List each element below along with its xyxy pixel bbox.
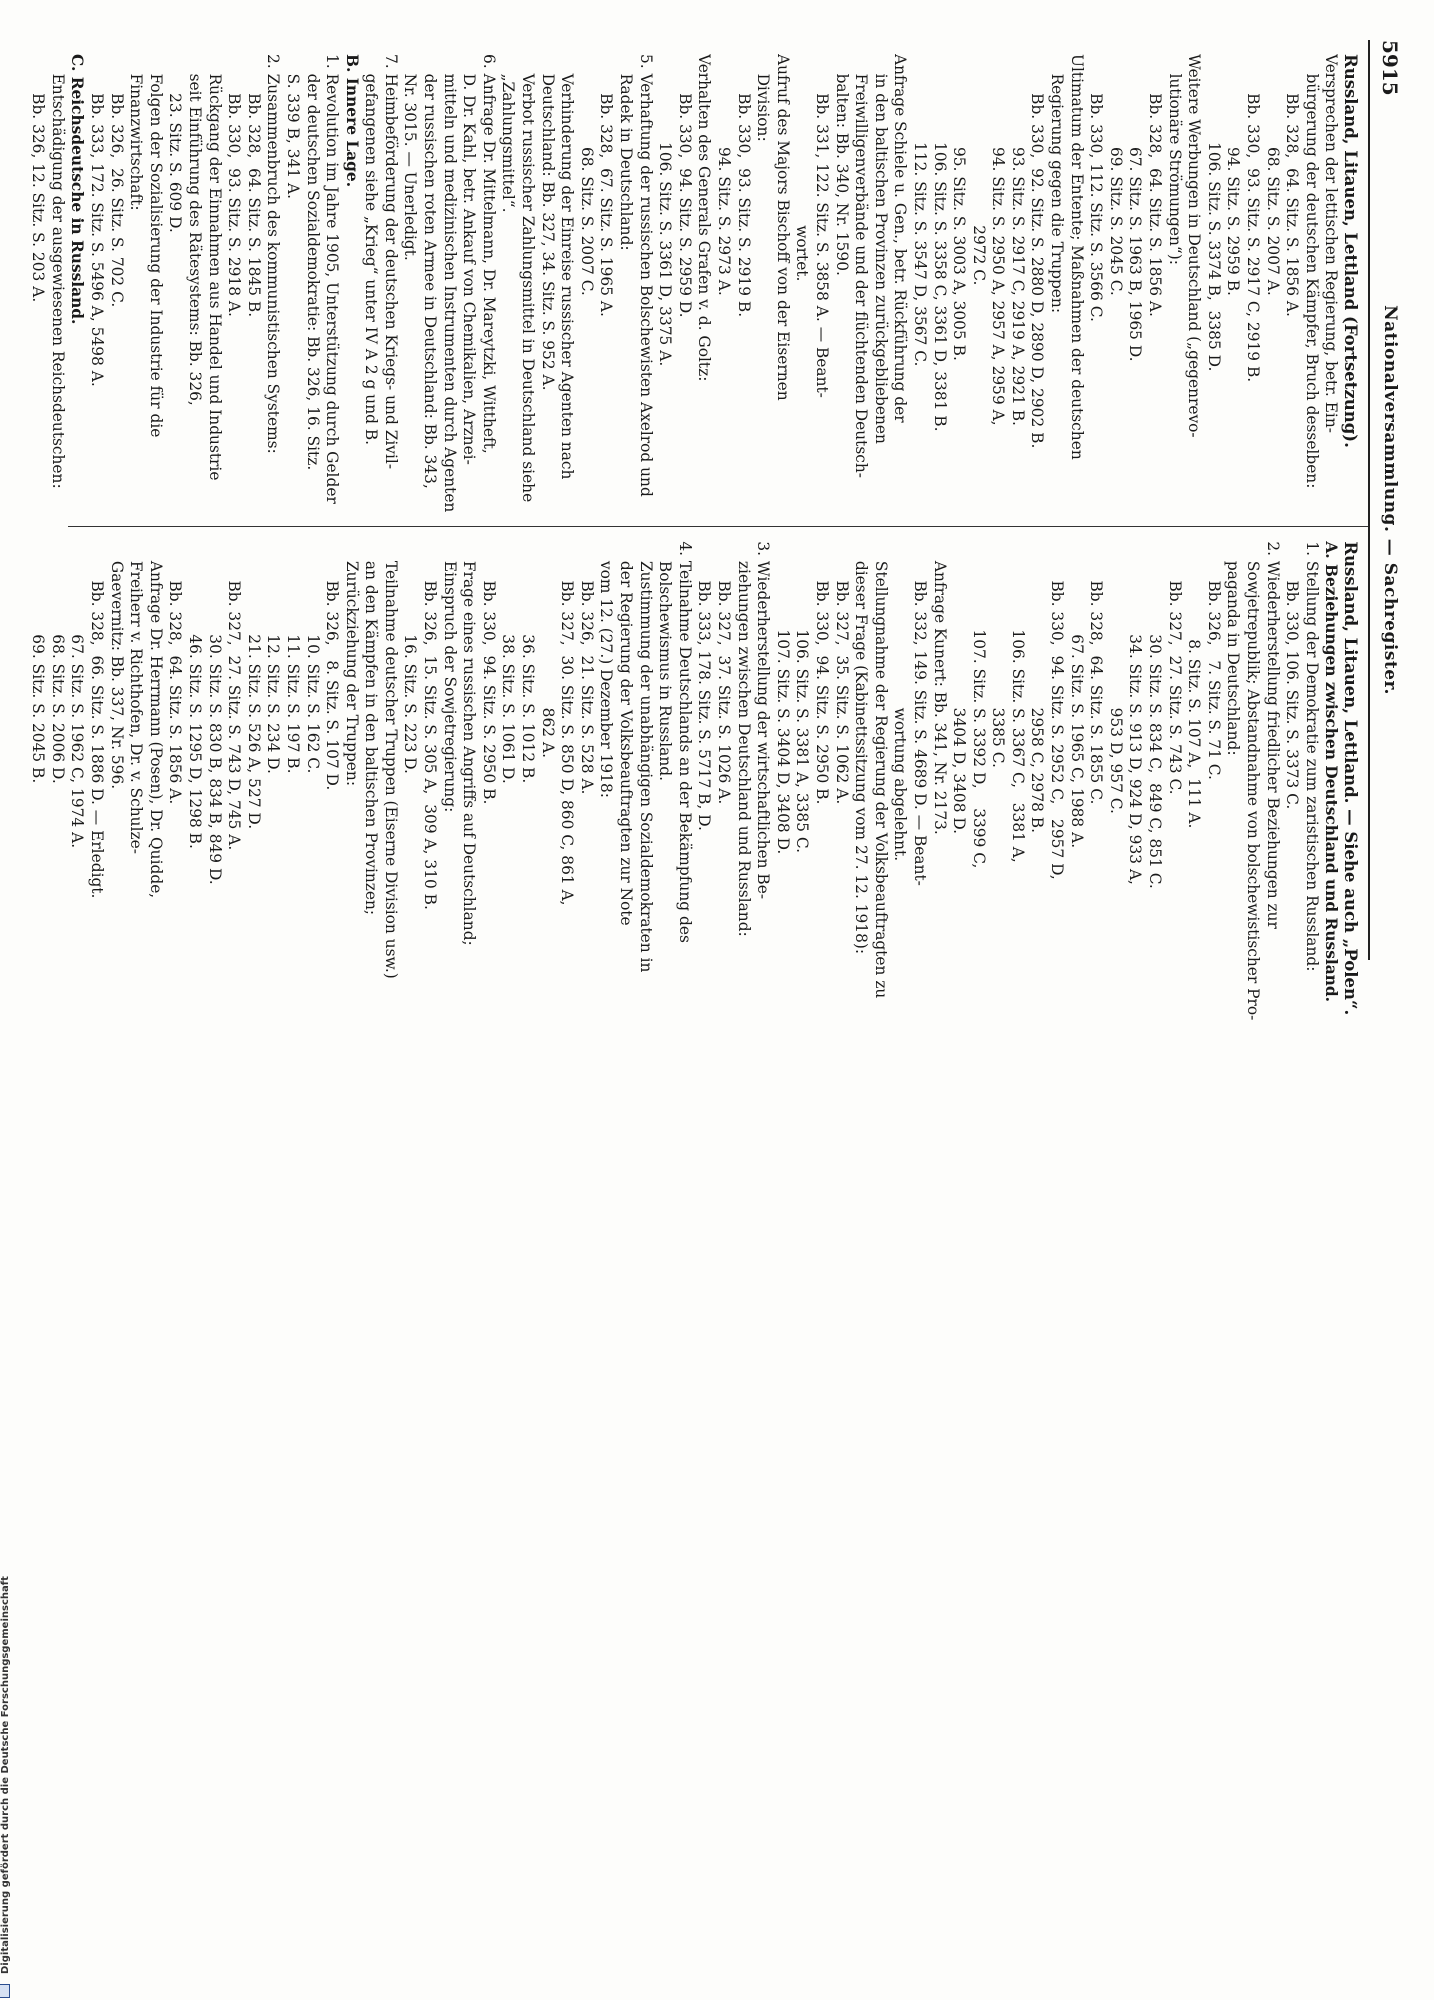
column-left xyxy=(29,40,1368,526)
index-line: Folgen der Sozialisierung der Industrie für die xyxy=(146,54,165,438)
index-line: 2972 C. xyxy=(969,54,988,286)
index-line: 21. Sitz. S. 526 A, 527 D. xyxy=(244,541,263,830)
index-line: Bb. 327, 27. Sitz. S. 743 C. xyxy=(1165,541,1184,795)
index-line: 69. Sitz. S. 2045 C. xyxy=(1106,54,1125,296)
index-line: 106. Sitz. S. 3358 C, 3361 D, 3381 B. xyxy=(930,54,949,432)
index-line: 95. Sitz. S. 3003 A, 3005 B. xyxy=(950,54,969,361)
index-line: 93. Sitz. S. 2917 C, 2919 A, 2921 B. xyxy=(1008,54,1027,426)
index-line: Bb. 327, 30. Sitz. S. 850 D, 860 C, 861 A, xyxy=(558,541,577,906)
index-line: 46. Sitz. S. 1295 D, 1298 B. xyxy=(185,541,204,849)
index-line: 2958 C, 2978 B. xyxy=(1028,541,1047,834)
index-line: ziehungen zwischen Deutschland und Russland: xyxy=(734,541,753,937)
index-line: 67. Sitz. S. 1962 C, 1974 A. xyxy=(68,541,87,849)
index-line: Bb. 330, 94. Sitz. S. 2950 B. xyxy=(812,541,831,805)
index-line: 30. Sitz. S. 830 B, 834 B, 849 D. xyxy=(205,541,224,885)
index-line: 4. Teilnahme Deutschlands an der Bekämpfung des xyxy=(675,541,694,943)
index-line: Bb. 330, 94. Sitz. S. 2959 D. xyxy=(675,54,694,318)
index-line: balten: Bb. 340, Nr. 1590. xyxy=(832,54,851,276)
index-line: Bb. 333, 172. Sitz. S. 5496 A, 5498 A. xyxy=(88,54,106,387)
index-line: Bb. 331, 122. Sitz. S. 3858 A. — Beant- xyxy=(812,54,831,398)
index-line: paganda in Deutschland: xyxy=(1224,541,1243,756)
index-line: Bb. 328, 67. Sitz. S. 1965 A. xyxy=(597,54,616,317)
index-line: 68. Sitz. S. 2007 C. xyxy=(577,54,596,296)
index-line: in den baltischen Provinzen zurückgebliebenen xyxy=(871,54,890,444)
index-line: Nr. 3015. — Unerledigt. xyxy=(401,54,420,261)
index-line: B. Innere Lage. xyxy=(342,54,361,188)
index-line: der deutschen Sozialdemokratie: Bb. 326, 16. Sitz. xyxy=(303,54,322,471)
index-line: A. Beziehungen zwischen Deutschland und Russland. xyxy=(1322,541,1341,1002)
index-line: Bb. 327, 27. Sitz. S. 743 D, 745 A. xyxy=(225,541,244,851)
index-line: Weitere Werbungen in Deutschland („gegenrevo- xyxy=(1185,54,1204,438)
index-line: Radek in Deutschland: xyxy=(617,54,636,251)
index-line: Bb. 328, 64. Sitz. S. 1855 C. xyxy=(1087,541,1106,805)
index-line: Bb. 330, 94. Sitz. S. 2952 C, 2957 D, xyxy=(1048,541,1067,880)
index-line: 23. Sitz. S. 609 D. xyxy=(166,54,185,233)
index-line: Bb. 328, 64. Sitz. S. 1856 A. xyxy=(1146,54,1165,317)
index-line: 106. Sitz. S. 3381 A, 3385 C. xyxy=(793,541,812,854)
index-line: Bb. 330, 93. Sitz. S. 2917 C, 2919 B. xyxy=(1244,54,1263,383)
index-line: 69. Sitz. S. 2045 B. xyxy=(29,541,48,784)
index-line: Aufruf des Majors Bischoff von der Eisernen xyxy=(773,54,792,401)
page-header xyxy=(1374,40,1404,960)
index-line: Einspruch der Sowjetregierung: xyxy=(440,541,459,813)
index-line: D. Dr. Kahl, betr. Ankauf von Chemikalien, Arznei- xyxy=(460,54,479,465)
index-line: 5. Verhaftung der russischen Bolschewisten Axelrod und xyxy=(636,54,655,497)
index-line: Bb. 326, 21. Sitz. S. 528 A. xyxy=(577,541,596,795)
index-line: 10. Sitz. S. 162 C. xyxy=(303,541,322,774)
index-line: 67. Sitz. S. 1965 C, 1988 A. xyxy=(1067,541,1086,849)
index-line: Bb. 326, 8. Sitz. S. 107 D. xyxy=(323,541,342,791)
index-line: 68. Sitz. S. 2006 D. xyxy=(48,541,67,784)
index-line: mitteln und medizinischen Instrumenten durch Agenten xyxy=(440,54,459,513)
index-line: 106. Sitz. S. 3367 C, 3381 A, xyxy=(1008,541,1027,863)
index-line: Bb. 330, 94. Sitz. S. 2950 B. xyxy=(479,541,498,805)
index-line: Bb. 330, 93. Sitz. S. 2919 B. xyxy=(734,54,753,318)
index-line: 106. Sitz. S. 3374 B, 3385 D. xyxy=(1204,54,1223,372)
index-line: an den Kämpfen in den baltischen Provinzen; xyxy=(362,541,381,916)
index-line: Gaevernitz: Bb. 337, Nr. 596. xyxy=(107,541,126,790)
index-line: Zustimmung der unabhängigen Sozialdemokraten in xyxy=(636,541,655,973)
index-line: Stellungnahme der Regierung der Volksbeauftragten zu xyxy=(871,541,890,999)
index-line: 107. Sitz. S. 3404 D, 3408 D. xyxy=(773,541,792,855)
index-line: Verbot russischer Zahlungsmittel in Deutschland siehe xyxy=(519,54,538,503)
index-line: Deutschland: Bb. 327, 34. Sitz. S. 952 A. xyxy=(538,54,557,391)
index-line: Russland, Litauen, Lettland. — Siehe auch „Polen“. xyxy=(1341,541,1360,1016)
index-line: 1. Revolution im Jahre 1905, Unterstützung durch Gelder xyxy=(323,54,342,504)
index-line: Verhalten des Generals Grafen v. d. Goltz: xyxy=(695,54,714,382)
index-line: 94. Sitz. S. 2950 A, 2957 A, 2959 A, xyxy=(989,54,1008,426)
index-line: dieser Frage (Kabinettssitzung vom 27. 12. 1918): xyxy=(852,541,871,955)
index-line: Bb. 330, 106. Sitz. S. 3373 C. xyxy=(1283,541,1302,810)
index-line: 107. Sitz. S. 3392 D, 3399 C, xyxy=(969,541,988,869)
index-line: 94. Sitz. S. 2973 A. xyxy=(715,54,733,296)
index-line: lutionäre Strömungen“): xyxy=(1165,54,1184,265)
index-line: Bb. 332, 149. Sitz. S. 4689 D. — Beant- xyxy=(910,541,929,886)
index-line: 953 D, 957 C. xyxy=(1106,541,1125,814)
index-line: Anfrage Schiele u. Gen., betr. Rückführung der xyxy=(891,54,910,423)
index-line: seit Einführung des Rätesystems: Bb. 326, xyxy=(185,54,204,406)
index-line: C. Reichsdeutsche in Russland. xyxy=(68,54,87,325)
index-line: der Regierung der Volksbeauftragten zur Note xyxy=(617,541,636,926)
index-line: Finanzwirtschaft: xyxy=(127,54,146,211)
index-line: Bb. 327, 35. Sitz. S. 1062 A. xyxy=(832,541,851,805)
index-line: 30. Sitz. S. 834 C, 849 C, 851 C. xyxy=(1146,541,1165,889)
index-line: Verhinderung der Einreise russischer Agenten nach xyxy=(558,54,577,480)
index-line: Regierung gegen die Truppen: xyxy=(1048,54,1067,314)
index-line: Ultimatum der Entente; Maßnahmen der deutschen xyxy=(1067,54,1086,460)
index-line: Rückgang der Einnahmen aus Handel und Industrie xyxy=(205,54,224,481)
index-line: Division: xyxy=(754,54,773,142)
index-line: 1. Stellung der Demokratie zum zaristischen Russland: xyxy=(1302,541,1321,972)
page-number: 5915 xyxy=(1378,40,1402,96)
index-line: 8. Sitz. S. 107 A, 111 A. xyxy=(1185,541,1204,829)
index-line: Sowjetrepublik; Abstandnahme von bolschewistischer Pro- xyxy=(1244,541,1263,1021)
index-line: Bb. 330, 112. Sitz. S. 3566 C. xyxy=(1087,54,1106,322)
index-line: 68. Sitz. S. 2007 A. xyxy=(1263,54,1282,296)
index-line: 2. Wiederherstellung friedlicher Beziehungen zur xyxy=(1263,541,1282,929)
index-line: 3. Wiederherstellung der wirtschaftlichen Be- xyxy=(754,541,773,900)
index-line: 12. Sitz. S. 234 D. xyxy=(264,541,283,774)
index-line: 862 A. xyxy=(538,541,557,758)
index-line: Bb. 330, 92. Sitz. S. 2880 D, 2890 D, 2902 B. xyxy=(1028,54,1047,449)
header-rule xyxy=(1368,40,1370,960)
index-line: 3404 D, 3408 D. xyxy=(950,541,969,835)
index-line: Frage eines russischen Angriffs auf Deutschland; xyxy=(460,541,479,946)
index-line: der russischen roten Armee in Deutschland: Bb. 343, xyxy=(421,54,440,489)
index-line: Russland, Litauen, Lettland (Fortsetzung). xyxy=(1341,54,1360,448)
digitization-footer xyxy=(0,1000,14,2000)
index-line: Bb. 328, 66. Sitz. S. 1886 D. — Erledigt. xyxy=(88,541,106,899)
index-line: Freiwilligenverbände und der flüchtenden Deutsch- xyxy=(852,54,871,478)
column-right xyxy=(29,526,1368,1034)
index-line: Anfrage Dr. Herrmann (Posen), Dr. Quidde, xyxy=(146,541,165,899)
index-line: Bb. 326, 7. Sitz. S. 71 C. xyxy=(1204,541,1223,780)
index-line: Anfrage Kunert: Bb. 341, Nr. 2173. xyxy=(930,541,949,835)
index-line: 2. Zusammenbruch des kommunistischen Systems: xyxy=(264,54,283,454)
index-line: Bb. 328, 64. Sitz. S. 1856 A. xyxy=(1283,54,1302,317)
index-line: 38. Sitz. S. 1061 D. xyxy=(499,541,518,784)
index-line: Bb. 328, 64. Sitz. S. 1856 A. xyxy=(166,541,185,805)
index-line: Bb. 333, 178. Sitz. S. 5717 B, D. xyxy=(695,541,714,831)
index-line: 94. Sitz. S. 2959 B. xyxy=(1224,54,1243,296)
index-line: 36. Sitz. S. 1012 B. xyxy=(519,541,538,784)
index-line: wortet. xyxy=(793,54,812,282)
index-line: Teilnahme deutscher Truppen (Eiserne Division usw.) xyxy=(381,541,400,979)
index-line: S. 339 B, 341 A. xyxy=(283,54,302,199)
index-line: „Zahlungsmittel“. xyxy=(499,54,518,213)
index-line: bürgerung der deutschen Kämpfer, Bruch desselben: xyxy=(1302,54,1321,489)
index-line: Entschädigung der ausgewiesenen Reichsdeutschen: xyxy=(48,54,67,489)
running-title: Nationalversammlung. — Sachregister. xyxy=(1380,305,1400,695)
index-line: Bb. 326, 26. Sitz. S. 702 C. xyxy=(107,54,126,308)
footer-text: Digitalisierung gefördert durch die Deutsche Forschungsgemeinschaft xyxy=(0,1576,11,1974)
index-line: 67. Sitz. S. 1963 B, 1965 D. xyxy=(1126,54,1145,362)
index-line: vom 12. (27.) Dezember 1918: xyxy=(597,541,616,798)
index-line: 16. Sitz. S. 223 D. xyxy=(401,541,420,774)
dfg-logo-icon xyxy=(0,1984,10,1998)
index-line: Bolschewismus in Russland. xyxy=(656,541,675,782)
index-line: Bb. 327, 37. Sitz. S. 1026 A. xyxy=(715,541,733,805)
index-line: 6. Anfrage Dr. Mittelmann, Dr. Mareytzki, Wittheft, xyxy=(479,54,498,454)
index-line: 11. Sitz. S. 197 B. xyxy=(283,541,302,774)
columns xyxy=(29,40,1368,1021)
index-line: 112. Sitz. S. 3547 D, 3567 C. xyxy=(910,54,929,367)
index-line: 106. Sitz. S. 3361 D, 3375 A. xyxy=(656,54,675,367)
index-line: Bb. 326, 15. Sitz. S. 305 A, 309 A, 310 B. xyxy=(421,541,440,910)
index-line: Bb. 330, 93. Sitz. S. 2918 A. xyxy=(225,54,244,317)
index-line: Zurückziehung der Truppen: xyxy=(342,541,361,787)
index-line: Bb. 328, 64. Sitz. S. 1845 B. xyxy=(244,54,263,318)
index-line: Bb. 326, 12. Sitz. S. 203 A. xyxy=(29,54,48,303)
index-line: wortung abgelehnt. xyxy=(891,541,910,862)
index-line: 34. Sitz. S. 913 D, 924 D, 933 A, xyxy=(1126,541,1145,885)
index-line: 7. Heimbeförderung der deutschen Kriegs- und Zivil- xyxy=(381,54,400,470)
index-line: Versprechen der lettischen Regierung, betr. Ein- xyxy=(1322,54,1341,433)
index-line: Freiherr v. Richthofen, Dr. v. Schulze- xyxy=(127,541,146,854)
index-line: 3385 C. xyxy=(989,541,1008,768)
index-line: gefangenen siehe „Krieg“ unter IV A 2 g und B. xyxy=(362,54,381,446)
